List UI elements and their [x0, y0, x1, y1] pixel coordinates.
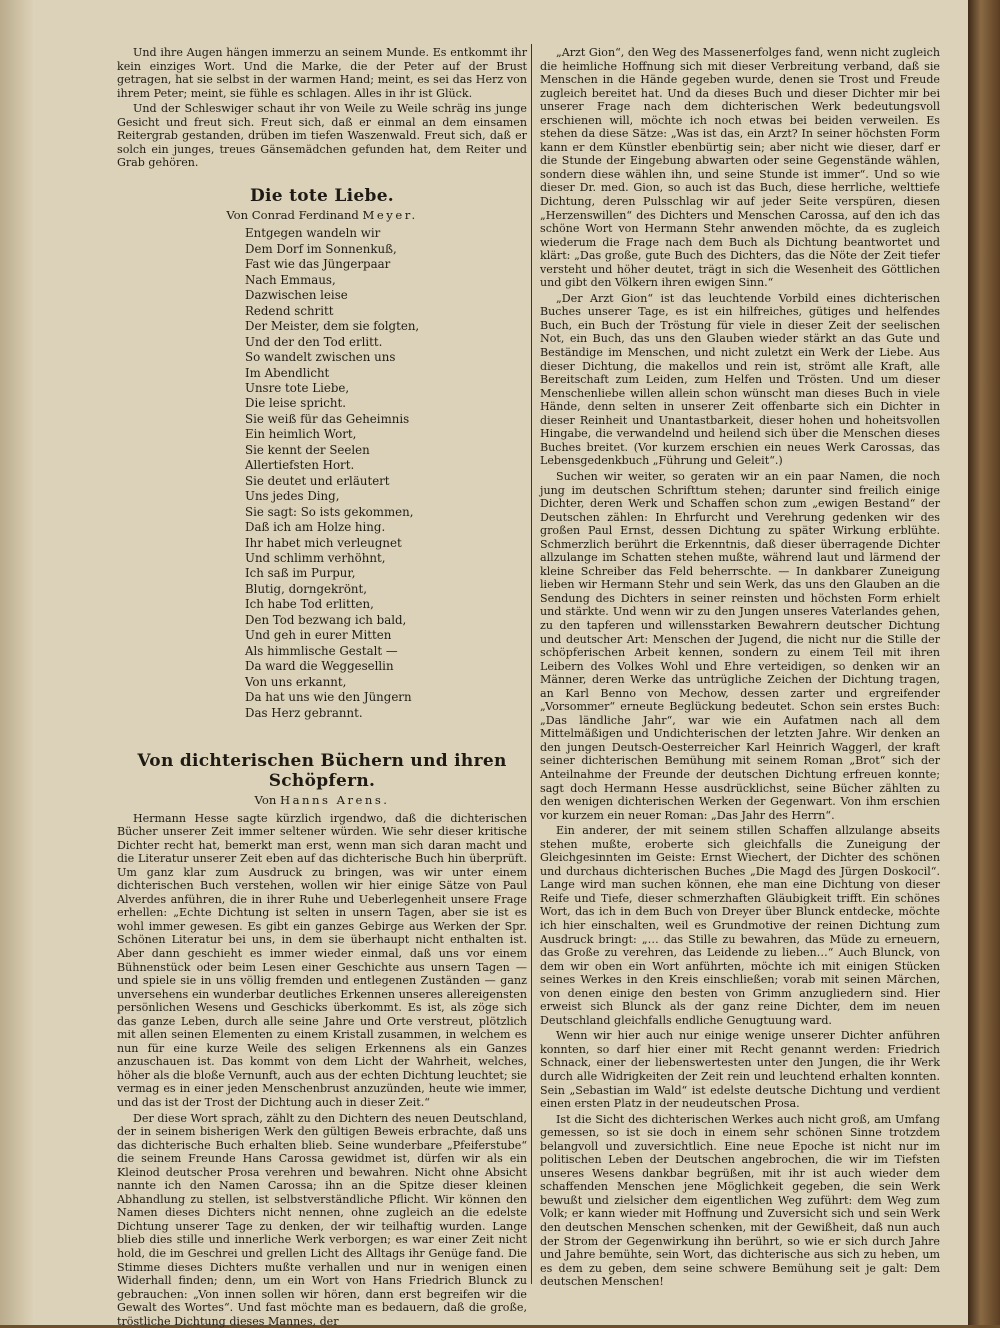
article-paragraph: Hermann Hesse sagte kürzlich irgendwo, daß die dichterischen Bücher unserer Zeit immer seltener würden. Wie sehr dieser kritische Dichter recht hat, bemerkt man erst, wenn man sich daran macht und die Literatur unserer Zeit eben auf das dichterische Buch hin überprüft. Um ganz klar zum Ausdruck zu bringen, was wir unter einem dichterischen Buch verstehen, wollen wir hier einige Sätze von Paul Alverdes anführen, die in ihrer Ruhe und Ueberlegenheit unsere Frage erhellen: „Echte Dichtung ist selten in unsern Tagen, aber sie ist es wohl immer gewesen. Es gibt ein ganzes Gebirge aus Werken der Spr. Schönen Literatur bei uns, in dem sie überhaupt nicht enthalten ist. Aber dann geschieht es immer wieder einmal, daß uns vor einem Bühnenstück oder beim Lesen einer Geschichte aus unsern Tagen — und spiele sie in uns völlig fremden und entlegenen Zuständen — ganz unversehens ein wunderbar deutliches Erkennen unseres allereigensten persönlichen Wesens und Geschicks überkommt. Es ist, als zöge sich das ganze Leben, durch alle seine Jahre und Orte verstreut, plötzlich mit allen seinen Elementen zu einem Kristall zusammen, in welchem es nun für eine kurze Weile des seligen Erkennens als ein Ganzes anzuschauen ist. Das kommt von dem Licht der Wahrheit, welches, höher als die bloße Vernunft, auch aus der echten Dichtung leuchtet; sie vermag es in einer jeden Menschenbrust anzuzünden, heute wie immer, und das ist der Trost der Dichtung auch in dieser Zeit.“ [117, 811, 527, 1109]
poem-line: Redend schritt [245, 303, 334, 318]
poem-line: Den Tod bezwang ich bald, [245, 612, 407, 627]
poem-line: Sie sagt: So ists gekommen, [245, 504, 414, 519]
poem-section [117, 186, 527, 721]
poem-line: Von uns erkannt, [245, 674, 347, 689]
article-title: Von dichterischen Büchern und ihren Schöpfern. [137, 750, 507, 791]
article-byline [117, 794, 527, 808]
article-byline-prefix: Von [254, 792, 277, 807]
intro-paragraph: Und der Schleswiger schaut ihr von Weile zu Weile schräg ins junge Gesicht und freut sich. Freut sich, daß er einmal an dem einsamen Reitergrab gestanden, drüben im tiefen Waszenwald. Freut sich, daß er solch ein junges, treues Gänsemädchen gefunden hat, dem Reiter und Grab gehören. [117, 102, 527, 170]
poem-byline [117, 209, 527, 223]
poem-byline-prefix: Von Conrad Ferdinand [226, 207, 359, 222]
poem-line: Ein heimlich Wort, [245, 427, 357, 442]
poem-line: Blutig, dorngekrönt, [245, 581, 368, 596]
poem-author: Meyer. [362, 207, 418, 222]
poem-line: Daß ich am Holze hing. [245, 520, 386, 535]
article-section [117, 751, 527, 1328]
poem-line: Da ward die Weggesellin [245, 659, 394, 674]
poem-line: Ich habe Tod erlitten, [245, 597, 374, 612]
article-paragraph: Wenn wir hier auch nur einige wenige unserer Dichter anführen konnten, so darf hier einer mit Recht genannt werden: Friedrich Schnack, einer der liebenswertesten unter den Jungen, die ihr Werk durch alle Widrigkeiten der Zeit rein und leuchtend erhalten konnten. Sein „Sebastian im Wald“ ist edelste deutsche Dichtung und verdient einen ersten Platz in der neudeutschen Prosa. [540, 1029, 940, 1111]
article-paragraph: Ist die Sicht des dichterischen Werkes auch nicht groß, am Umfang gemessen, so ist sie doch in einem sehr schönen Sinne trotzdem belangvoll und zuversichtlich. Eine neue Epoche ist nicht nur im politischen Leben der Deutschen angebrochen, die wir im Tiefsten unseres Wesens dankbar begrüßen, mit ihr ist auch wieder dem schaffenden Menschen jene Möglichkeit gegeben, die sein Werk bewußt und zielsicher dem eigentlichen Weg zuführt: dem Weg zum Volk; er kann wieder mit Hoffnung und Zuversicht sich und sein Werk den deutschen Menschen schenken, mit der Gewißheit, daß nun auch der Strom der Gegenwirkung ihn berührt, so wie er sich durch Jahre und Jahre bemühte, sein Wort, das dichterische aus sich zu heben, um es dem zu geben, dem seine schwere Bemühung seit je galt: Dem deutschen Menschen! [540, 1112, 940, 1289]
right-column [540, 46, 940, 1296]
poem-line: Sie weiß für das Geheimnis [245, 411, 410, 426]
poem-line: Nach Emmaus, [245, 272, 336, 287]
poem-line: Dem Dorf im Sonnenkuß, [245, 241, 397, 256]
poem-line: Unsre tote Liebe, [245, 381, 350, 395]
poem-line: Als himmlische Gestalt — [245, 643, 398, 658]
article-paragraph: Der diese Wort sprach, zählt zu den Dichtern des neuen Deutschland, der in seinem bisherigen Werk den gültigen Beweis erbrachte, daß uns das dichterische Buch erhalten blieb. Seine wunderbare „Pfeiferstube“ die seinem Freunde Hans Carossa gewidmet ist, dürfen wir als ein Kleinod deutscher Prosa verehren und bewahren. Nicht ohne Absicht nannte ich den Namen Carossa; ihn an die Spitze dieser kleinen Abhandlung zu stellen, ist selbstverständliche Pflicht. Wir können den Namen dieses Dichters nicht nennen, ohne zugleich an die edelste Dichtung unserer Tage zu denken, der wir teilhaftig wurden. Lange blieb dies stille und innerliche Werk verborgen; es war einer Zeit nicht hold, die im Geschrei und grellen Licht des Alltags ihr Genüge fand. Die Stimme dieses Dichters mußte verhallen und nur in wenigen einen Widerhall finden; denn, um ein Wort von Hans Friedrich Blunck zu gebrauchen: „Von innen sollen wir hören, dann erst begreifen wir die Gewalt des Wortes“. Und fast möchte man es bedauern, daß die große, tröstliche Dichtung dieses Mannes, der [117, 1111, 527, 1328]
poem-line: Da hat uns wie den Jüngern [245, 690, 412, 705]
poem-title: Die tote Liebe. [249, 185, 395, 206]
article-author: Hanns Arens. [279, 792, 390, 807]
poem-line: Uns jedes Ding, [245, 489, 340, 504]
article-paragraph: „Der Arzt Gion“ ist das leuchtende Vorbild eines dichterischen Buches unserer Tage, es ist ein hilfreiches, gütiges und helfendes Buch, ein Buch der Tröstung für viele in dieser Zeit der seelischen Not, ein Buch, das uns den Glauben wieder stärkt an das Gute und Beständige im Menschen, und nicht zuletzt ein Werk der Liebe. Aus dieser Dichtung, die makellos und rein ist, strömt alle Kraft, alle Bereitschaft zum Leiden, zum Helfen und Trösten. Und um dieser Menschenliebe willen allein schon wünscht man dieses Buch in viele Hände, denn selten in unserer Zeit offenbarte sich ein Dichter in dieser Reinheit und Unantastbarkeit, dieser hohen und hoheitsvollen Hingabe, die verwandelnd und heilend sich über die Menschen dieses Buches breitet. (Vor kurzem erschien ein neues Werk Carossas, das Lebensgedenkbuch „Führung und Geleit“.) [540, 291, 940, 468]
poem-line: Im Abendlicht [245, 365, 330, 380]
column-divider [531, 44, 532, 1284]
poem-lines [117, 226, 527, 721]
poem-line: Sie kennt der Seelen [245, 442, 370, 457]
intro-paragraph: Und ihre Augen hängen immerzu an seinem Munde. Es entkommt ihr kein einziges Wort. Und die Marke, die der Peter auf der Brust getragen, hat sie selbst in der warmen Hand; meint, es sei das Herz von ihrem Peter; meint, sie fühle es schlagen. Alles in ihr ist Glück. [117, 46, 527, 100]
poem-line: Ich saß im Purpur, [245, 566, 356, 581]
article-paragraph: „Arzt Gion“, den Weg des Massenerfolges fand, wenn nicht zugleich die heimliche Hoffnung sich mit dieser Verbreitung verband, daß sie Menschen in die Hände gegeben wurde, denen sie Trost und Freude zugleich bereitet hat. Und da dieses Buch und dieser Dichter mir bei unserer Frage nach dem dichterischen Werk bedeutungsvoll erschienen will, möchte ich noch etwas bei beiden verweilen. Es stehen da diese Sätze: „Was ist das, ein Arzt? In seiner höchsten Form kann er dem Künstler ebenbürtig sein; aber nicht wie dieser, darf er die Stunde der Eingebung abwarten oder seine Gegenstände wählen, sondern diese wählen ihn, und seine Stunde ist immer“. Und so wie dieser Dr. med. Gion, so auch ist das Buch, diese herrliche, welttiefe Dichtung, deren Pulsschlag wir auf jeder Seite verspüren, diesen „Herzenswillen“ des Dichters und Menschen Carossa, auf den ich das schöne Wort von Hermann Stehr anwenden möchte, da es zugleich wiederum die Frage nach dem Buch als Dichtung beantwortet und klärt: „Das große, gute Buch des Dichters, das die Nöte der Zeit tiefer versteht und höher deutet, trägt in sich die Wesenheit des Göttlichen und gibt den Völkern ihren ewigen Sinn.“ [540, 46, 940, 290]
poem-line: Sie deutet und erläutert [245, 473, 390, 488]
poem-line: Das Herz gebrannt. [245, 705, 363, 720]
poem-line: Die leise spricht. [245, 396, 346, 411]
article-paragraph: Suchen wir weiter, so geraten wir an ein paar Namen, die noch jung im deutschen Schrifttum stehen; darunter sind freilich einige Dichter, deren Werk und Schaffen schon zum „ewigen Bestand“ der Deutschen zählen: In Ehrfurcht und Verehrung gedenken wir des großen Paul Ernst, dessen Dichtung zu später Wirkung erblühte. Schmerzlich berührt die Erkenntnis, daß dieser überragende Dichter allzulange im Schatten stehen mußte, während laut und lärmend der kleine Schreiber das Feld beherrschte. — In dankbarer Zuneigung lieben wir Hermann Stehr und sein Werk, das uns den Glauben an die Sendung des Dichters in seiner reinsten und höchsten Form erhielt und stärkte. Und wenn wir zu den Jungen unseres Vaterlandes gehen, zu den tapferen und willensstarken Bewahrern deutscher Dichtung und deutscher Art: Menschen der Jugend, die nicht nur die Stille der schöpferischen Arbeit kennen, sondern zu einem Teil mit ihren Leibern des Volkes Wohl und Ehre verteidigen, so denken wir an Männer, deren Werke das untrügliche Zeichen der Dichtung tragen, an Karl Benno von Mechow, dessen zarter und ergreifender „Vorsommer“ erneute Beglückung bedeutet. Schon sein erstes Buch: „Das ländliche Jahr“, war wie ein Aufatmen nach all dem Mittelmäßigen und Undichterischen der letzten Jahre. Wir denken an den jungen Deutsch-Oesterreicher Karl Heinrich Waggerl, der kraft seiner dichterischen Bemühung mit seinem Roman „Brot“ sich der Anteilnahme der Freunde der deutschen Dichtung erfreuen konnte; sagt doch Hermann Hesse ausdrücklichst, seine Bücher zählten zu den wenigen dichterischen Werken der Gegenwart. Von ihm erschien vor kurzem ein neuer Roman: „Das Jahr des Herrn“. [540, 469, 940, 822]
article-paragraph: Ein anderer, der mit seinem stillen Schaffen allzulange abseits stehen mußte, eroberte sich gleichfalls die Zuneigung der Gleichgesinnten im Geiste: Ernst Wiechert, der Dichter des schönen und durchaus dichterischen Buches „Die Magd des Jürgen Doskocil“. Lange wird man suchen können, ehe man eine Dichtung von dieser Reife und Tiefe, dieser schmerzhaften Gläubigkeit trifft. Ein schönes Wort, das ich in dem Buch von Dreyer über Blunck entdecke, möchte ich hier einschalten, weil es Grundmotive der reinen Dichtung zum Ausdruck bringt: „… das Stille zu bewahren, das Müde zu erneuern, das Große zu verehren, das Leidende zu lieben…“ Auch Blunck, von dem wir oben ein Wort anführten, möchte ich mit einigen Stücken seines Werkes in den Kreis einschließen; vorab mit seinen Märchen, von denen einige den besten von Grimm anzugliedern sind. Hier erweist sich Blunck als der ganz reine Dichter, dem im neuen Deutschland gleichfalls endliche Genugtuung ward. [540, 824, 940, 1027]
poem-line: Entgegen wandeln wir [245, 226, 381, 241]
poem-line: Ihr habet mich verleugnet [245, 535, 402, 550]
poem-line: So wandelt zwischen uns [245, 350, 396, 365]
poem-line: Dazwischen leise [245, 288, 348, 303]
left-column [117, 46, 527, 1328]
poem-line: Allertiefsten Hort. [245, 458, 355, 473]
poem-line: Und schlimm verhöhnt, [245, 550, 386, 565]
poem-line: Der Meister, dem sie folgten, [245, 319, 420, 334]
page-edge [968, 0, 1000, 1325]
poem-line: Und der den Tod erlitt. [245, 334, 383, 349]
poem-line: Und geh in eurer Mitten [245, 628, 392, 643]
poem-line: Fast wie das Jüngerpaar [245, 257, 391, 272]
